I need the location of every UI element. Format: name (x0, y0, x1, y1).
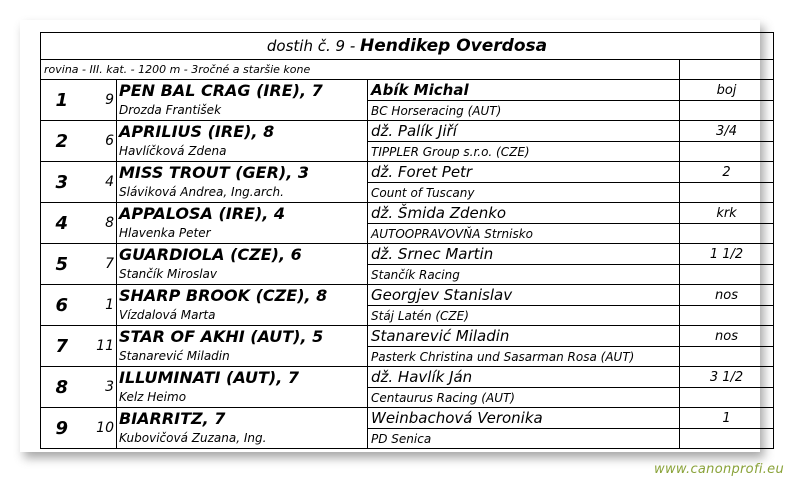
finish-position: 4 (41, 203, 83, 244)
watermark: www.canonprofi.eu (654, 462, 784, 477)
result-subrow (41, 101, 774, 121)
trainer-name: Havlíčková Zdena (117, 142, 368, 162)
finish-position: 2 (41, 121, 83, 162)
owner-name: Count of Tuscany (368, 183, 680, 203)
result-row (41, 80, 774, 101)
result-row (41, 326, 774, 347)
result-subrow (41, 347, 774, 367)
result-row (41, 285, 774, 306)
winning-distance: 2 (680, 162, 774, 183)
finish-position: 9 (41, 408, 83, 449)
jockey-name: dž. Šmida Zdenko (368, 203, 680, 224)
jockey-name: Georgjev Stanislav (368, 285, 680, 306)
winning-distance: nos (680, 285, 774, 306)
finish-position: 6 (41, 285, 83, 326)
horse-name: STAR OF AKHI (AUT), 5 (117, 326, 368, 347)
winning-distance: 3 1/2 (680, 367, 774, 388)
winning-distance: boj (680, 80, 774, 101)
distance-blank (680, 265, 774, 285)
jockey-name: Stanarević Miladin (368, 326, 680, 347)
distance-blank (680, 101, 774, 121)
jockey-name: Abík Michal (368, 80, 680, 101)
owner-name: TIPPLER Group s.r.o. (CZE) (368, 142, 680, 162)
result-row (41, 367, 774, 388)
jockey-name: dž. Palík Jiří (368, 121, 680, 142)
winning-distance: 3/4 (680, 121, 774, 142)
jockey-name: dž. Havlík Ján (368, 367, 680, 388)
jockey-name: dž. Srnec Martin (368, 244, 680, 265)
result-subrow (41, 224, 774, 244)
owner-name: BC Horseracing (AUT) (368, 101, 680, 121)
trainer-name: Hlavenka Peter (117, 224, 368, 244)
distance-blank (680, 429, 774, 449)
race-conditions: rovina - III. kat. - 1200 m - 3ročné a staršie kone (41, 60, 680, 80)
horse-name: APPALOSA (IRE), 4 (117, 203, 368, 224)
owner-name: Pasterk Christina und Sasarman Rosa (AUT) (368, 347, 680, 367)
distance-blank (680, 224, 774, 244)
start-number: 4 (83, 162, 117, 203)
finish-position: 8 (41, 367, 83, 408)
distance-blank (680, 347, 774, 367)
results-table (40, 32, 774, 449)
horse-name: ILLUMINATI (AUT), 7 (117, 367, 368, 388)
trainer-name: Stanarević Miladin (117, 347, 368, 367)
distance-blank (680, 306, 774, 326)
owner-name: Centaurus Racing (AUT) (368, 388, 680, 408)
trainer-name: Kubovičová Zuzana, Ing. (117, 429, 368, 449)
trainer-name: Vízdalová Marta (117, 306, 368, 326)
winning-distance: 1 1/2 (680, 244, 774, 265)
trainer-name: Kelz Heimo (117, 388, 368, 408)
result-subrow (41, 388, 774, 408)
race-conditions-blank (680, 60, 774, 80)
race-prefix: dostih č. 9 - (266, 37, 356, 55)
winning-distance: 1 (680, 408, 774, 429)
result-row (41, 408, 774, 429)
start-number: 1 (83, 285, 117, 326)
result-subrow (41, 429, 774, 449)
finish-position: 3 (41, 162, 83, 203)
distance-blank (680, 388, 774, 408)
start-number: 10 (83, 408, 117, 449)
race-name: Hendikep Overdosa (360, 36, 548, 56)
start-number: 8 (83, 203, 117, 244)
distance-blank (680, 183, 774, 203)
jockey-name: dž. Foret Petr (368, 162, 680, 183)
distance-blank (680, 142, 774, 162)
trainer-name: Stančík Miroslav (117, 265, 368, 285)
result-subrow (41, 265, 774, 285)
start-number: 11 (83, 326, 117, 367)
result-row (41, 162, 774, 183)
winning-distance: nos (680, 326, 774, 347)
owner-name: Stančík Racing (368, 265, 680, 285)
jockey-name: Weinbachová Veronika (368, 408, 680, 429)
finish-position: 1 (41, 80, 83, 121)
race-title (41, 33, 774, 60)
result-subrow (41, 142, 774, 162)
horse-name: MISS TROUT (GER), 3 (117, 162, 368, 183)
start-number: 7 (83, 244, 117, 285)
result-row (41, 244, 774, 265)
owner-name: PD Senica (368, 429, 680, 449)
result-row (41, 203, 774, 224)
owner-name: Stáj Latén (CZE) (368, 306, 680, 326)
start-number: 9 (83, 80, 117, 121)
horse-name: GUARDIOLA (CZE), 6 (117, 244, 368, 265)
result-subrow (41, 306, 774, 326)
finish-position: 7 (41, 326, 83, 367)
start-number: 3 (83, 367, 117, 408)
race-conditions-row (41, 60, 774, 80)
finish-position: 5 (41, 244, 83, 285)
trainer-name: Sláviková Andrea, Ing.arch. (117, 183, 368, 203)
winning-distance: krk (680, 203, 774, 224)
owner-name: AUTOOPRAVOVŇA Strnisko (368, 224, 680, 244)
trainer-name: Drozda František (117, 101, 368, 121)
horse-name: SHARP BROOK (CZE), 8 (117, 285, 368, 306)
horse-name: BIARRITZ, 7 (117, 408, 368, 429)
race-title-row (41, 33, 774, 60)
horse-name: APRILIUS (IRE), 8 (117, 121, 368, 142)
results-card (20, 20, 760, 452)
result-row (41, 121, 774, 142)
result-subrow (41, 183, 774, 203)
horse-name: PEN BAL CRAG (IRE), 7 (117, 80, 368, 101)
start-number: 6 (83, 121, 117, 162)
